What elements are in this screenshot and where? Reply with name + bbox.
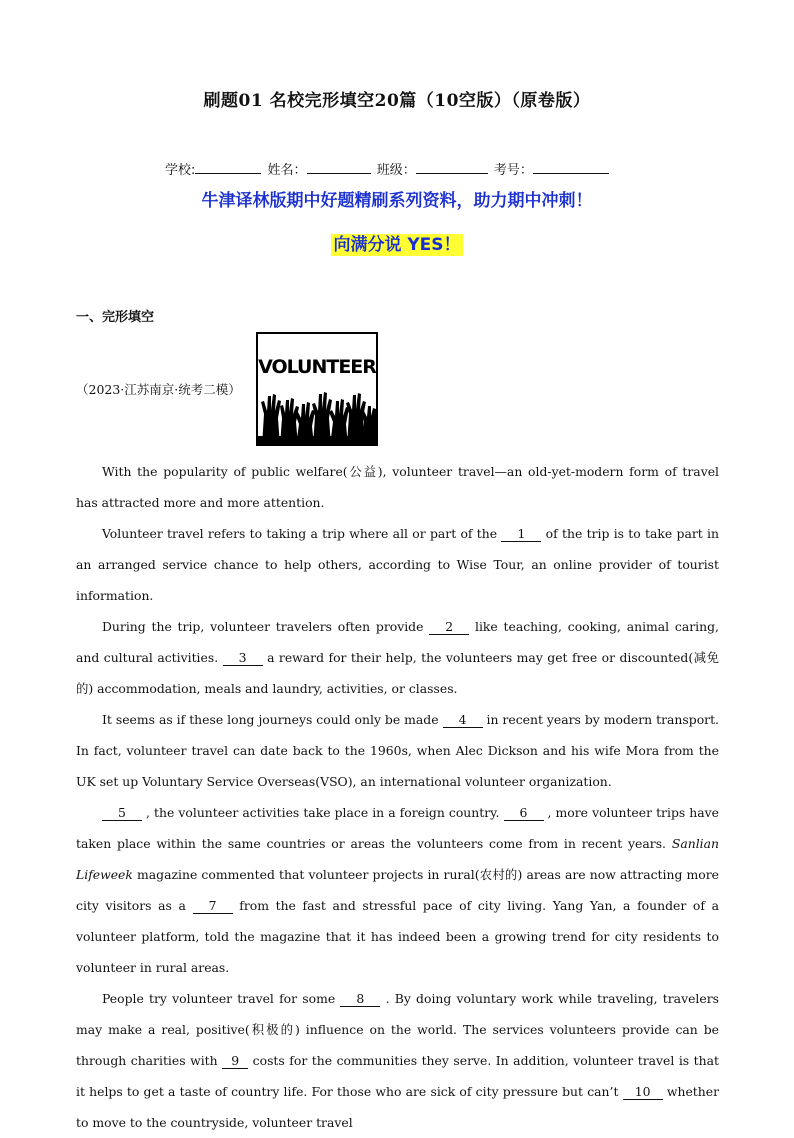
blank-5[interactable]: 5 <box>102 805 142 821</box>
blank-6[interactable]: 6 <box>504 805 544 821</box>
cloze-passage <box>76 456 719 1138</box>
promo-highlight <box>0 230 794 255</box>
exam-number-label: 考号： <box>493 163 533 178</box>
class-label: 班级： <box>376 163 416 178</box>
blank-7[interactable]: 7 <box>193 898 233 914</box>
school-field[interactable] <box>195 161 261 174</box>
blank-4[interactable]: 4 <box>443 712 483 728</box>
passage-paragraph: Volunteer travel refers to taking a trip where all or part of the 1 of the trip is to take part in an arranged service chance to help others, according to Wise Tour, an online provider of tourist information. <box>76 526 719 603</box>
volunteer-image <box>256 332 378 446</box>
section-heading: 一、完形填空 <box>76 310 155 325</box>
magazine-name: Sanlian Lifeweek <box>76 836 719 882</box>
promo-banner: 牛津译林版期中好题精刷系列资料，助力期中冲刺！ <box>201 191 593 211</box>
question-source: （2023·江苏南京·统考二模） <box>76 382 241 397</box>
blank-10[interactable]: 10 <box>623 1084 663 1100</box>
school-label: 学校: <box>165 163 196 178</box>
name-field[interactable] <box>307 161 371 174</box>
blank-2[interactable]: 2 <box>429 619 469 635</box>
blank-8[interactable]: 8 <box>340 991 380 1007</box>
student-info-line <box>165 159 611 178</box>
passage-paragraph: During the trip, volunteer travelers often provide 2 like teaching, cooking, animal caring, and cultural activities. 3 a reward for their help, the volunteers may get free or discounted(减免的) accommodation, meals and laundry, activities, or classes. <box>76 619 719 696</box>
name-label: 姓名： <box>267 163 307 178</box>
exam-number-field[interactable] <box>533 161 609 174</box>
raised-hands-icon <box>258 384 376 446</box>
page-title: 刷题01 名校完形填空20篇（10空版）（原卷版） <box>203 91 591 111</box>
volunteer-image-word: VOLUNTEER <box>258 356 376 378</box>
blank-3[interactable]: 3 <box>223 650 263 666</box>
promo-highlight-text: 向满分说 YES！ <box>333 235 461 255</box>
blank-1[interactable]: 1 <box>501 526 541 542</box>
passage-paragraph: It seems as if these long journeys could only be made 4 in recent years by modern transport. In fact, volunteer travel can date back to the 1960s, when Alec Dickson and his wife Mora from the UK set up Voluntary Service Overseas(VSO), an international volunteer organization. <box>76 712 719 789</box>
blank-9[interactable]: 9 <box>222 1053 248 1069</box>
passage-paragraph: People try volunteer travel for some 8 . By doing voluntary work while traveling, travelers may make a real, positive(积极的) influence on the world. The services volunteers provide can be through charities with 9 costs for the communities they serve. In addition, volunteer travel is that it helps to get a taste of country life. For those who are sick of city pressure but can’t 10 whether to move to the countryside, volunteer travel <box>76 991 719 1130</box>
passage-paragraph: With the popularity of public welfare(公益), volunteer travel—an old-yet-modern form of travel has attracted more and more attention. <box>76 464 719 510</box>
class-field[interactable] <box>416 161 488 174</box>
passage-paragraph: 5 , the volunteer activities take place in a foreign country. 6 , more volunteer trips have taken place within the same countries or areas the volunteers come from in recent years. Sanlian Lifeweek magazine commented that volunteer projects in rural(农村的) areas are now attracting more city visitors as a 7 from the fast and stressful pace of city living. Yang Yan, a founder of a volunteer platform, told the magazine that it has indeed been a growing trend for city residents to volunteer in rural areas. <box>76 805 719 975</box>
